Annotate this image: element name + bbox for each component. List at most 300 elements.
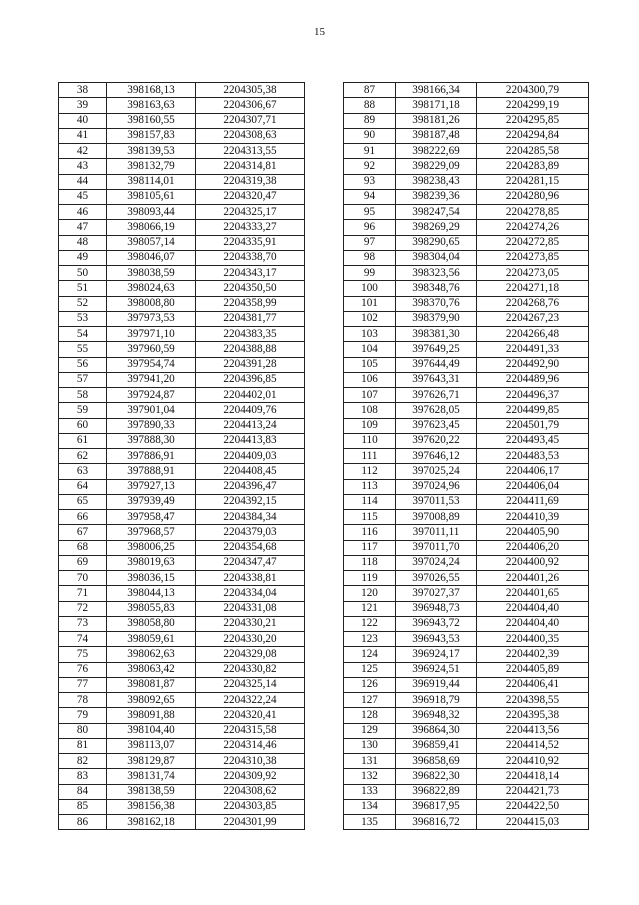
point-number-cell: 75: [59, 647, 107, 662]
table-row: [344, 174, 589, 189]
table-row: [59, 784, 305, 799]
point-number-cell: 129: [344, 723, 396, 738]
x-coordinate-cell: 397649,25: [396, 342, 477, 357]
y-coordinate-cell: 2204295,85: [477, 113, 589, 128]
y-coordinate-cell: 2204395,38: [477, 708, 589, 723]
y-coordinate-cell: 2204400,35: [477, 632, 589, 647]
point-number-cell: 86: [59, 815, 107, 830]
x-coordinate-cell: 398019,63: [107, 555, 196, 570]
x-coordinate-cell: 397886,91: [107, 449, 196, 464]
x-coordinate-cell: 397901,04: [107, 403, 196, 418]
x-coordinate-cell: 398247,54: [396, 205, 477, 220]
point-number-cell: 78: [59, 693, 107, 708]
x-coordinate-cell: 398129,87: [107, 754, 196, 769]
point-number-cell: 81: [59, 738, 107, 753]
x-coordinate-cell: 396943,53: [396, 632, 477, 647]
table-row: [344, 693, 589, 708]
x-coordinate-cell: 398038,59: [107, 266, 196, 281]
x-coordinate-cell: 398036,15: [107, 571, 196, 586]
y-coordinate-cell: 2204406,41: [477, 677, 589, 692]
y-coordinate-cell: 2204320,47: [196, 189, 305, 204]
table-row: [344, 525, 589, 540]
y-coordinate-cell: 2204306,67: [196, 98, 305, 113]
point-number-cell: 56: [59, 357, 107, 372]
table-row: [344, 433, 589, 448]
point-number-cell: 49: [59, 250, 107, 265]
y-coordinate-cell: 2204338,81: [196, 571, 305, 586]
point-number-cell: 43: [59, 159, 107, 174]
table-row: [59, 815, 305, 830]
table-row: [344, 327, 589, 342]
point-number-cell: 94: [344, 189, 396, 204]
table-row: [344, 464, 589, 479]
y-coordinate-cell: 2204330,20: [196, 632, 305, 647]
table-row: [59, 494, 305, 509]
x-coordinate-cell: 397973,53: [107, 311, 196, 326]
point-number-cell: 42: [59, 144, 107, 159]
table-row: [59, 128, 305, 143]
y-coordinate-cell: 2204381,77: [196, 311, 305, 326]
table-row: [59, 754, 305, 769]
table-row: [59, 464, 305, 479]
y-coordinate-cell: 2204401,26: [477, 571, 589, 586]
point-number-cell: 99: [344, 266, 396, 281]
y-coordinate-cell: 2204409,76: [196, 403, 305, 418]
y-coordinate-cell: 2204338,70: [196, 250, 305, 265]
table-row: [59, 708, 305, 723]
table-row: [59, 433, 305, 448]
point-number-cell: 54: [59, 327, 107, 342]
table-row: [344, 708, 589, 723]
point-number-cell: 135: [344, 815, 396, 830]
table-row: [344, 662, 589, 677]
point-number-cell: 111: [344, 449, 396, 464]
point-number-cell: 101: [344, 296, 396, 311]
point-number-cell: 67: [59, 525, 107, 540]
point-number-cell: 82: [59, 754, 107, 769]
x-coordinate-cell: 398323,56: [396, 266, 477, 281]
y-coordinate-cell: 2204315,58: [196, 723, 305, 738]
y-coordinate-cell: 2204314,81: [196, 159, 305, 174]
table-row: [344, 159, 589, 174]
y-coordinate-cell: 2204499,85: [477, 403, 589, 418]
x-coordinate-cell: 398229,09: [396, 159, 477, 174]
table-row: [59, 693, 305, 708]
x-coordinate-cell: 398044,13: [107, 586, 196, 601]
y-coordinate-cell: 2204421,73: [477, 784, 589, 799]
table-row: [59, 799, 305, 814]
y-coordinate-cell: 2204325,17: [196, 205, 305, 220]
x-coordinate-cell: 398046,07: [107, 250, 196, 265]
point-number-cell: 38: [59, 83, 107, 98]
point-number-cell: 74: [59, 632, 107, 647]
x-coordinate-cell: 396919,44: [396, 677, 477, 692]
y-coordinate-cell: 2204268,76: [477, 296, 589, 311]
x-coordinate-cell: 398081,87: [107, 677, 196, 692]
x-coordinate-cell: 397008,89: [396, 510, 477, 525]
table-row: [59, 449, 305, 464]
x-coordinate-cell: 397011,70: [396, 540, 477, 555]
table-row: [59, 540, 305, 555]
y-coordinate-cell: 2204398,55: [477, 693, 589, 708]
point-number-cell: 47: [59, 220, 107, 235]
table-row: [59, 311, 305, 326]
table-row: [59, 205, 305, 220]
x-coordinate-cell: 398092,65: [107, 693, 196, 708]
x-coordinate-cell: 397620,22: [396, 433, 477, 448]
point-number-cell: 109: [344, 418, 396, 433]
y-coordinate-cell: 2204307,71: [196, 113, 305, 128]
x-coordinate-cell: 397924,87: [107, 388, 196, 403]
x-coordinate-cell: 397026,55: [396, 571, 477, 586]
point-number-cell: 118: [344, 555, 396, 570]
x-coordinate-cell: 397027,37: [396, 586, 477, 601]
point-number-cell: 63: [59, 464, 107, 479]
point-number-cell: 112: [344, 464, 396, 479]
x-coordinate-cell: 396864,30: [396, 723, 477, 738]
y-coordinate-cell: 2204272,85: [477, 235, 589, 250]
x-coordinate-cell: 398104,40: [107, 723, 196, 738]
point-number-cell: 80: [59, 723, 107, 738]
table-row: [344, 296, 589, 311]
x-coordinate-cell: 397927,13: [107, 479, 196, 494]
x-coordinate-cell: 398171,18: [396, 98, 477, 113]
point-number-cell: 84: [59, 784, 107, 799]
x-coordinate-cell: 396822,89: [396, 784, 477, 799]
table-row: [344, 388, 589, 403]
y-coordinate-cell: 2204493,45: [477, 433, 589, 448]
x-coordinate-cell: 396816,72: [396, 815, 477, 830]
x-coordinate-cell: 398160,55: [107, 113, 196, 128]
y-coordinate-cell: 2204418,14: [477, 769, 589, 784]
y-coordinate-cell: 2204413,83: [196, 433, 305, 448]
table-row: [344, 98, 589, 113]
table-row: [344, 220, 589, 235]
y-coordinate-cell: 2204396,47: [196, 479, 305, 494]
x-coordinate-cell: 397628,05: [396, 403, 477, 418]
x-coordinate-cell: 398370,76: [396, 296, 477, 311]
x-coordinate-cell: 398132,79: [107, 159, 196, 174]
x-coordinate-cell: 397646,12: [396, 449, 477, 464]
y-coordinate-cell: 2204273,05: [477, 266, 589, 281]
x-coordinate-cell: 397888,91: [107, 464, 196, 479]
table-row: [344, 754, 589, 769]
point-number-cell: 57: [59, 372, 107, 387]
point-number-cell: 48: [59, 235, 107, 250]
table-row: [344, 342, 589, 357]
x-coordinate-cell: 397968,57: [107, 525, 196, 540]
table-row: [59, 662, 305, 677]
y-coordinate-cell: 2204283,89: [477, 159, 589, 174]
x-coordinate-cell: 398139,53: [107, 144, 196, 159]
x-coordinate-cell: 396943,72: [396, 616, 477, 631]
point-number-cell: 122: [344, 616, 396, 631]
x-coordinate-cell: 398348,76: [396, 281, 477, 296]
table-row: [59, 342, 305, 357]
table-row: [59, 327, 305, 342]
x-coordinate-cell: 398059,61: [107, 632, 196, 647]
point-number-cell: 104: [344, 342, 396, 357]
page-number: 15: [314, 26, 325, 38]
x-coordinate-cell: 396918,79: [396, 693, 477, 708]
point-number-cell: 93: [344, 174, 396, 189]
point-number-cell: 50: [59, 266, 107, 281]
table-row: [59, 403, 305, 418]
table-row: [344, 784, 589, 799]
table-row: [59, 113, 305, 128]
y-coordinate-cell: 2204343,17: [196, 266, 305, 281]
table-row: [59, 372, 305, 387]
table-row: [344, 769, 589, 784]
table-row: [59, 281, 305, 296]
table-row: [344, 266, 589, 281]
point-number-cell: 115: [344, 510, 396, 525]
y-coordinate-cell: 2204388,88: [196, 342, 305, 357]
x-coordinate-cell: 398181,26: [396, 113, 477, 128]
y-coordinate-cell: 2204392,15: [196, 494, 305, 509]
point-number-cell: 125: [344, 662, 396, 677]
point-number-cell: 66: [59, 510, 107, 525]
x-coordinate-cell: 398290,65: [396, 235, 477, 250]
table-row: [344, 494, 589, 509]
point-number-cell: 98: [344, 250, 396, 265]
y-coordinate-cell: 2204410,39: [477, 510, 589, 525]
table-row: [59, 174, 305, 189]
point-number-cell: 120: [344, 586, 396, 601]
point-number-cell: 41: [59, 128, 107, 143]
point-number-cell: 127: [344, 693, 396, 708]
y-coordinate-cell: 2204278,85: [477, 205, 589, 220]
x-coordinate-cell: 398156,38: [107, 799, 196, 814]
point-number-cell: 134: [344, 799, 396, 814]
y-coordinate-cell: 2204267,23: [477, 311, 589, 326]
table-row: [59, 159, 305, 174]
x-coordinate-cell: 398138,59: [107, 784, 196, 799]
table-row: [59, 266, 305, 281]
table-row: [344, 311, 589, 326]
point-number-cell: 70: [59, 571, 107, 586]
point-number-cell: 45: [59, 189, 107, 204]
point-number-cell: 116: [344, 525, 396, 540]
y-coordinate-cell: 2204410,92: [477, 754, 589, 769]
y-coordinate-cell: 2204314,46: [196, 738, 305, 753]
y-coordinate-cell: 2204405,90: [477, 525, 589, 540]
point-number-cell: 92: [344, 159, 396, 174]
point-number-cell: 123: [344, 632, 396, 647]
x-coordinate-cell: 397024,96: [396, 479, 477, 494]
y-coordinate-cell: 2204281,15: [477, 174, 589, 189]
x-coordinate-cell: 398105,61: [107, 189, 196, 204]
point-number-cell: 100: [344, 281, 396, 296]
y-coordinate-cell: 2204483,53: [477, 449, 589, 464]
x-coordinate-cell: 398058,80: [107, 616, 196, 631]
x-coordinate-cell: 398239,36: [396, 189, 477, 204]
point-number-cell: 96: [344, 220, 396, 235]
x-coordinate-cell: 398187,48: [396, 128, 477, 143]
x-coordinate-cell: 398006,25: [107, 540, 196, 555]
y-coordinate-cell: 2204384,34: [196, 510, 305, 525]
point-number-cell: 87: [344, 83, 396, 98]
table-row: [344, 571, 589, 586]
x-coordinate-cell: 397939,49: [107, 494, 196, 509]
point-number-cell: 39: [59, 98, 107, 113]
point-number-cell: 114: [344, 494, 396, 509]
y-coordinate-cell: 2204402,39: [477, 647, 589, 662]
y-coordinate-cell: 2204404,40: [477, 601, 589, 616]
y-coordinate-cell: 2204358,99: [196, 296, 305, 311]
x-coordinate-cell: 397011,53: [396, 494, 477, 509]
point-number-cell: 88: [344, 98, 396, 113]
x-coordinate-cell: 396924,51: [396, 662, 477, 677]
coordinates-table-right: [343, 82, 589, 830]
table-row: [59, 586, 305, 601]
table-row: [59, 510, 305, 525]
point-number-cell: 121: [344, 601, 396, 616]
table-row: [59, 296, 305, 311]
x-coordinate-cell: 397623,45: [396, 418, 477, 433]
x-coordinate-cell: 398269,29: [396, 220, 477, 235]
table-row: [344, 799, 589, 814]
point-number-cell: 61: [59, 433, 107, 448]
y-coordinate-cell: 2204266,48: [477, 327, 589, 342]
x-coordinate-cell: 397971,10: [107, 327, 196, 342]
y-coordinate-cell: 2204406,17: [477, 464, 589, 479]
point-number-cell: 62: [59, 449, 107, 464]
y-coordinate-cell: 2204404,40: [477, 616, 589, 631]
y-coordinate-cell: 2204299,19: [477, 98, 589, 113]
point-number-cell: 119: [344, 571, 396, 586]
point-number-cell: 113: [344, 479, 396, 494]
table-row: [59, 144, 305, 159]
point-number-cell: 44: [59, 174, 107, 189]
y-coordinate-cell: 2204379,03: [196, 525, 305, 540]
y-coordinate-cell: 2204409,03: [196, 449, 305, 464]
y-coordinate-cell: 2204322,24: [196, 693, 305, 708]
point-number-cell: 52: [59, 296, 107, 311]
table-row: [59, 418, 305, 433]
table-row: [344, 632, 589, 647]
point-number-cell: 76: [59, 662, 107, 677]
y-coordinate-cell: 2204271,18: [477, 281, 589, 296]
table-row: [59, 388, 305, 403]
point-number-cell: 110: [344, 433, 396, 448]
table-row: [344, 586, 589, 601]
table-row: [344, 144, 589, 159]
point-number-cell: 102: [344, 311, 396, 326]
point-number-cell: 89: [344, 113, 396, 128]
y-coordinate-cell: 2204280,96: [477, 189, 589, 204]
y-coordinate-cell: 2204491,33: [477, 342, 589, 357]
table-row: [344, 372, 589, 387]
y-coordinate-cell: 2204305,38: [196, 83, 305, 98]
table-row: [59, 479, 305, 494]
x-coordinate-cell: 397024,24: [396, 555, 477, 570]
table-row: [59, 220, 305, 235]
table-row: [59, 525, 305, 540]
y-coordinate-cell: 2204303,85: [196, 799, 305, 814]
point-number-cell: 53: [59, 311, 107, 326]
table-row: [344, 616, 589, 631]
y-coordinate-cell: 2204300,79: [477, 83, 589, 98]
y-coordinate-cell: 2204308,62: [196, 784, 305, 799]
y-coordinate-cell: 2204313,55: [196, 144, 305, 159]
y-coordinate-cell: 2204308,63: [196, 128, 305, 143]
y-coordinate-cell: 2204319,38: [196, 174, 305, 189]
y-coordinate-cell: 2204501,79: [477, 418, 589, 433]
y-coordinate-cell: 2204415,03: [477, 815, 589, 830]
table-row: [344, 479, 589, 494]
x-coordinate-cell: 398091,88: [107, 708, 196, 723]
y-coordinate-cell: 2204383,35: [196, 327, 305, 342]
table-row: [59, 647, 305, 662]
y-coordinate-cell: 2204335,91: [196, 235, 305, 250]
x-coordinate-cell: 397888,30: [107, 433, 196, 448]
table-row: [344, 540, 589, 555]
x-coordinate-cell: 398113,07: [107, 738, 196, 753]
table-row: [59, 769, 305, 784]
x-coordinate-cell: 398066,19: [107, 220, 196, 235]
x-coordinate-cell: 396822,30: [396, 769, 477, 784]
x-coordinate-cell: 398114,01: [107, 174, 196, 189]
x-coordinate-cell: 398304,04: [396, 250, 477, 265]
point-number-cell: 51: [59, 281, 107, 296]
x-coordinate-cell: 398063,42: [107, 662, 196, 677]
x-coordinate-cell: 397960,59: [107, 342, 196, 357]
table-row: [59, 601, 305, 616]
point-number-cell: 132: [344, 769, 396, 784]
table-row: [344, 723, 589, 738]
x-coordinate-cell: 397025,24: [396, 464, 477, 479]
point-number-cell: 85: [59, 799, 107, 814]
y-coordinate-cell: 2204414,52: [477, 738, 589, 753]
y-coordinate-cell: 2204402,01: [196, 388, 305, 403]
y-coordinate-cell: 2204489,96: [477, 372, 589, 387]
x-coordinate-cell: 397941,20: [107, 372, 196, 387]
y-coordinate-cell: 2204329,08: [196, 647, 305, 662]
table-row: [344, 357, 589, 372]
y-coordinate-cell: 2204325,14: [196, 677, 305, 692]
table-row: [344, 113, 589, 128]
y-coordinate-cell: 2204334,04: [196, 586, 305, 601]
y-coordinate-cell: 2204413,56: [477, 723, 589, 738]
x-coordinate-cell: 398131,74: [107, 769, 196, 784]
y-coordinate-cell: 2204408,45: [196, 464, 305, 479]
point-number-cell: 40: [59, 113, 107, 128]
y-coordinate-cell: 2204406,20: [477, 540, 589, 555]
table-row: [344, 449, 589, 464]
x-coordinate-cell: 396858,69: [396, 754, 477, 769]
table-row: [344, 555, 589, 570]
table-row: [59, 738, 305, 753]
point-number-cell: 59: [59, 403, 107, 418]
table-row: [59, 250, 305, 265]
y-coordinate-cell: 2204333,27: [196, 220, 305, 235]
table-row: [344, 205, 589, 220]
point-number-cell: 46: [59, 205, 107, 220]
x-coordinate-cell: 397890,33: [107, 418, 196, 433]
x-coordinate-cell: 398093,44: [107, 205, 196, 220]
table-row: [344, 601, 589, 616]
y-coordinate-cell: 2204396,85: [196, 372, 305, 387]
y-coordinate-cell: 2204330,82: [196, 662, 305, 677]
x-coordinate-cell: 398166,34: [396, 83, 477, 98]
y-coordinate-cell: 2204354,68: [196, 540, 305, 555]
point-number-cell: 103: [344, 327, 396, 342]
y-coordinate-cell: 2204301,99: [196, 815, 305, 830]
y-coordinate-cell: 2204492,90: [477, 357, 589, 372]
point-number-cell: 60: [59, 418, 107, 433]
point-number-cell: 130: [344, 738, 396, 753]
